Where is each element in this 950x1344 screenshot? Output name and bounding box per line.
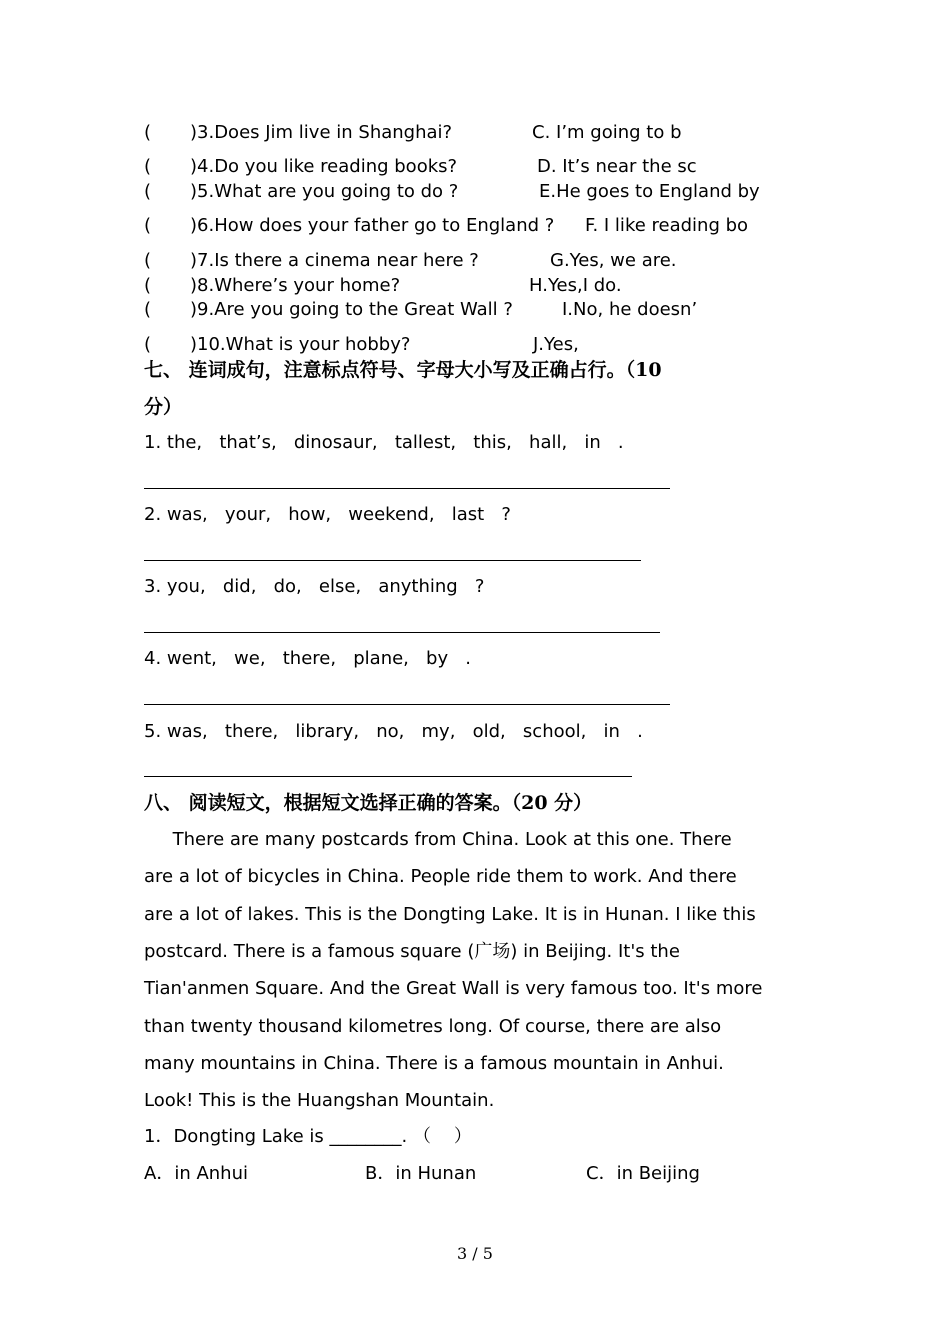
answer-paren: ( bbox=[144, 181, 152, 202]
passage-line: many mountains in China. There is a famous mountain in Anhui. bbox=[144, 1053, 724, 1074]
question-text: )10.What is your hobby? bbox=[190, 334, 411, 355]
answer-option: C. I’m going to b bbox=[532, 122, 682, 143]
passage-line: postcard. There is a famous square (广场) in Beijing. It's the bbox=[144, 941, 680, 962]
sentence-item-3: 3. you, did, do, else, anything ? bbox=[144, 576, 485, 597]
answer-line-5[interactable] bbox=[144, 776, 632, 777]
option-c[interactable]: C．in Beijing bbox=[586, 1163, 700, 1184]
passage-line: Tian'anmen Square. And the Great Wall is very famous too. It's more bbox=[144, 978, 763, 999]
answer-line-2[interactable] bbox=[144, 560, 641, 561]
answer-option: J.Yes, bbox=[533, 334, 579, 355]
answer-paren: ( bbox=[144, 275, 152, 296]
sentence-item-5: 5. was, there, library, no, my, old, school, in . bbox=[144, 721, 643, 742]
answer-paren: ( bbox=[144, 334, 152, 355]
section8-title: 八、 阅读短文，根据短文选择正确的答案。（20 分） bbox=[144, 792, 593, 814]
answer-paren: ( bbox=[144, 250, 152, 271]
question-text: )3.Does Jim live in Shanghai? bbox=[190, 122, 453, 143]
answer-line-3[interactable] bbox=[144, 632, 660, 633]
answer-paren: ( bbox=[144, 215, 152, 236]
question-text: )9.Are you going to the Great Wall ? bbox=[190, 299, 513, 320]
question-text: )8.Where’s your home? bbox=[190, 275, 401, 296]
passage-line: are a lot of bicycles in China. People ride them to work. And there bbox=[144, 866, 737, 887]
passage-line: There are many postcards from China. Look at this one. There bbox=[144, 829, 732, 850]
answer-option: E.He goes to England by bbox=[539, 181, 760, 202]
sentence-item-4: 4. went, we, there, plane, by . bbox=[144, 648, 472, 669]
question-text: )6.How does your father go to England ? bbox=[190, 215, 555, 236]
answer-option: D. It’s near the sc bbox=[537, 156, 697, 177]
reading-question-1: 1．Dongting Lake is ________. （ ） bbox=[144, 1126, 472, 1147]
section7-title: 七、 连词成句，注意标点符号、字母大小写及正确占行。（10 bbox=[144, 359, 662, 381]
page-number: 3 / 5 bbox=[457, 1244, 493, 1263]
answer-option: I.No, he doesn’ bbox=[562, 299, 698, 320]
answer-paren: ( bbox=[144, 299, 152, 320]
passage-line: than twenty thousand kilometres long. Of course, there are also bbox=[144, 1016, 722, 1037]
option-b[interactable]: B．in Hunan bbox=[365, 1163, 477, 1184]
question-text: )4.Do you like reading books? bbox=[190, 156, 458, 177]
answer-paren: ( bbox=[144, 122, 152, 143]
answer-option: F. I like reading bo bbox=[585, 215, 749, 236]
answer-option: G.Yes, we are. bbox=[550, 250, 677, 271]
sentence-item-1: 1. the, that’s, dinosaur, tallest, this, hall, in . bbox=[144, 432, 624, 453]
answer-option: H.Yes,I do. bbox=[529, 275, 622, 296]
answer-line-4[interactable] bbox=[144, 704, 670, 705]
option-a[interactable]: A．in Anhui bbox=[144, 1163, 248, 1184]
question-text: )5.What are you going to do ? bbox=[190, 181, 459, 202]
answer-paren: ( bbox=[144, 156, 152, 177]
question-text: )7.Is there a cinema near here ? bbox=[190, 250, 479, 271]
passage-line: are a lot of lakes. This is the Dongting Lake. It is in Hunan. I like this bbox=[144, 904, 756, 925]
section7-title-cont: 分） bbox=[144, 396, 183, 418]
answer-line-1[interactable] bbox=[144, 488, 670, 489]
passage-line: Look! This is the Huangshan Mountain. bbox=[144, 1090, 495, 1111]
sentence-item-2: 2. was, your, how, weekend, last ? bbox=[144, 504, 511, 525]
options-row bbox=[144, 1163, 700, 1251]
